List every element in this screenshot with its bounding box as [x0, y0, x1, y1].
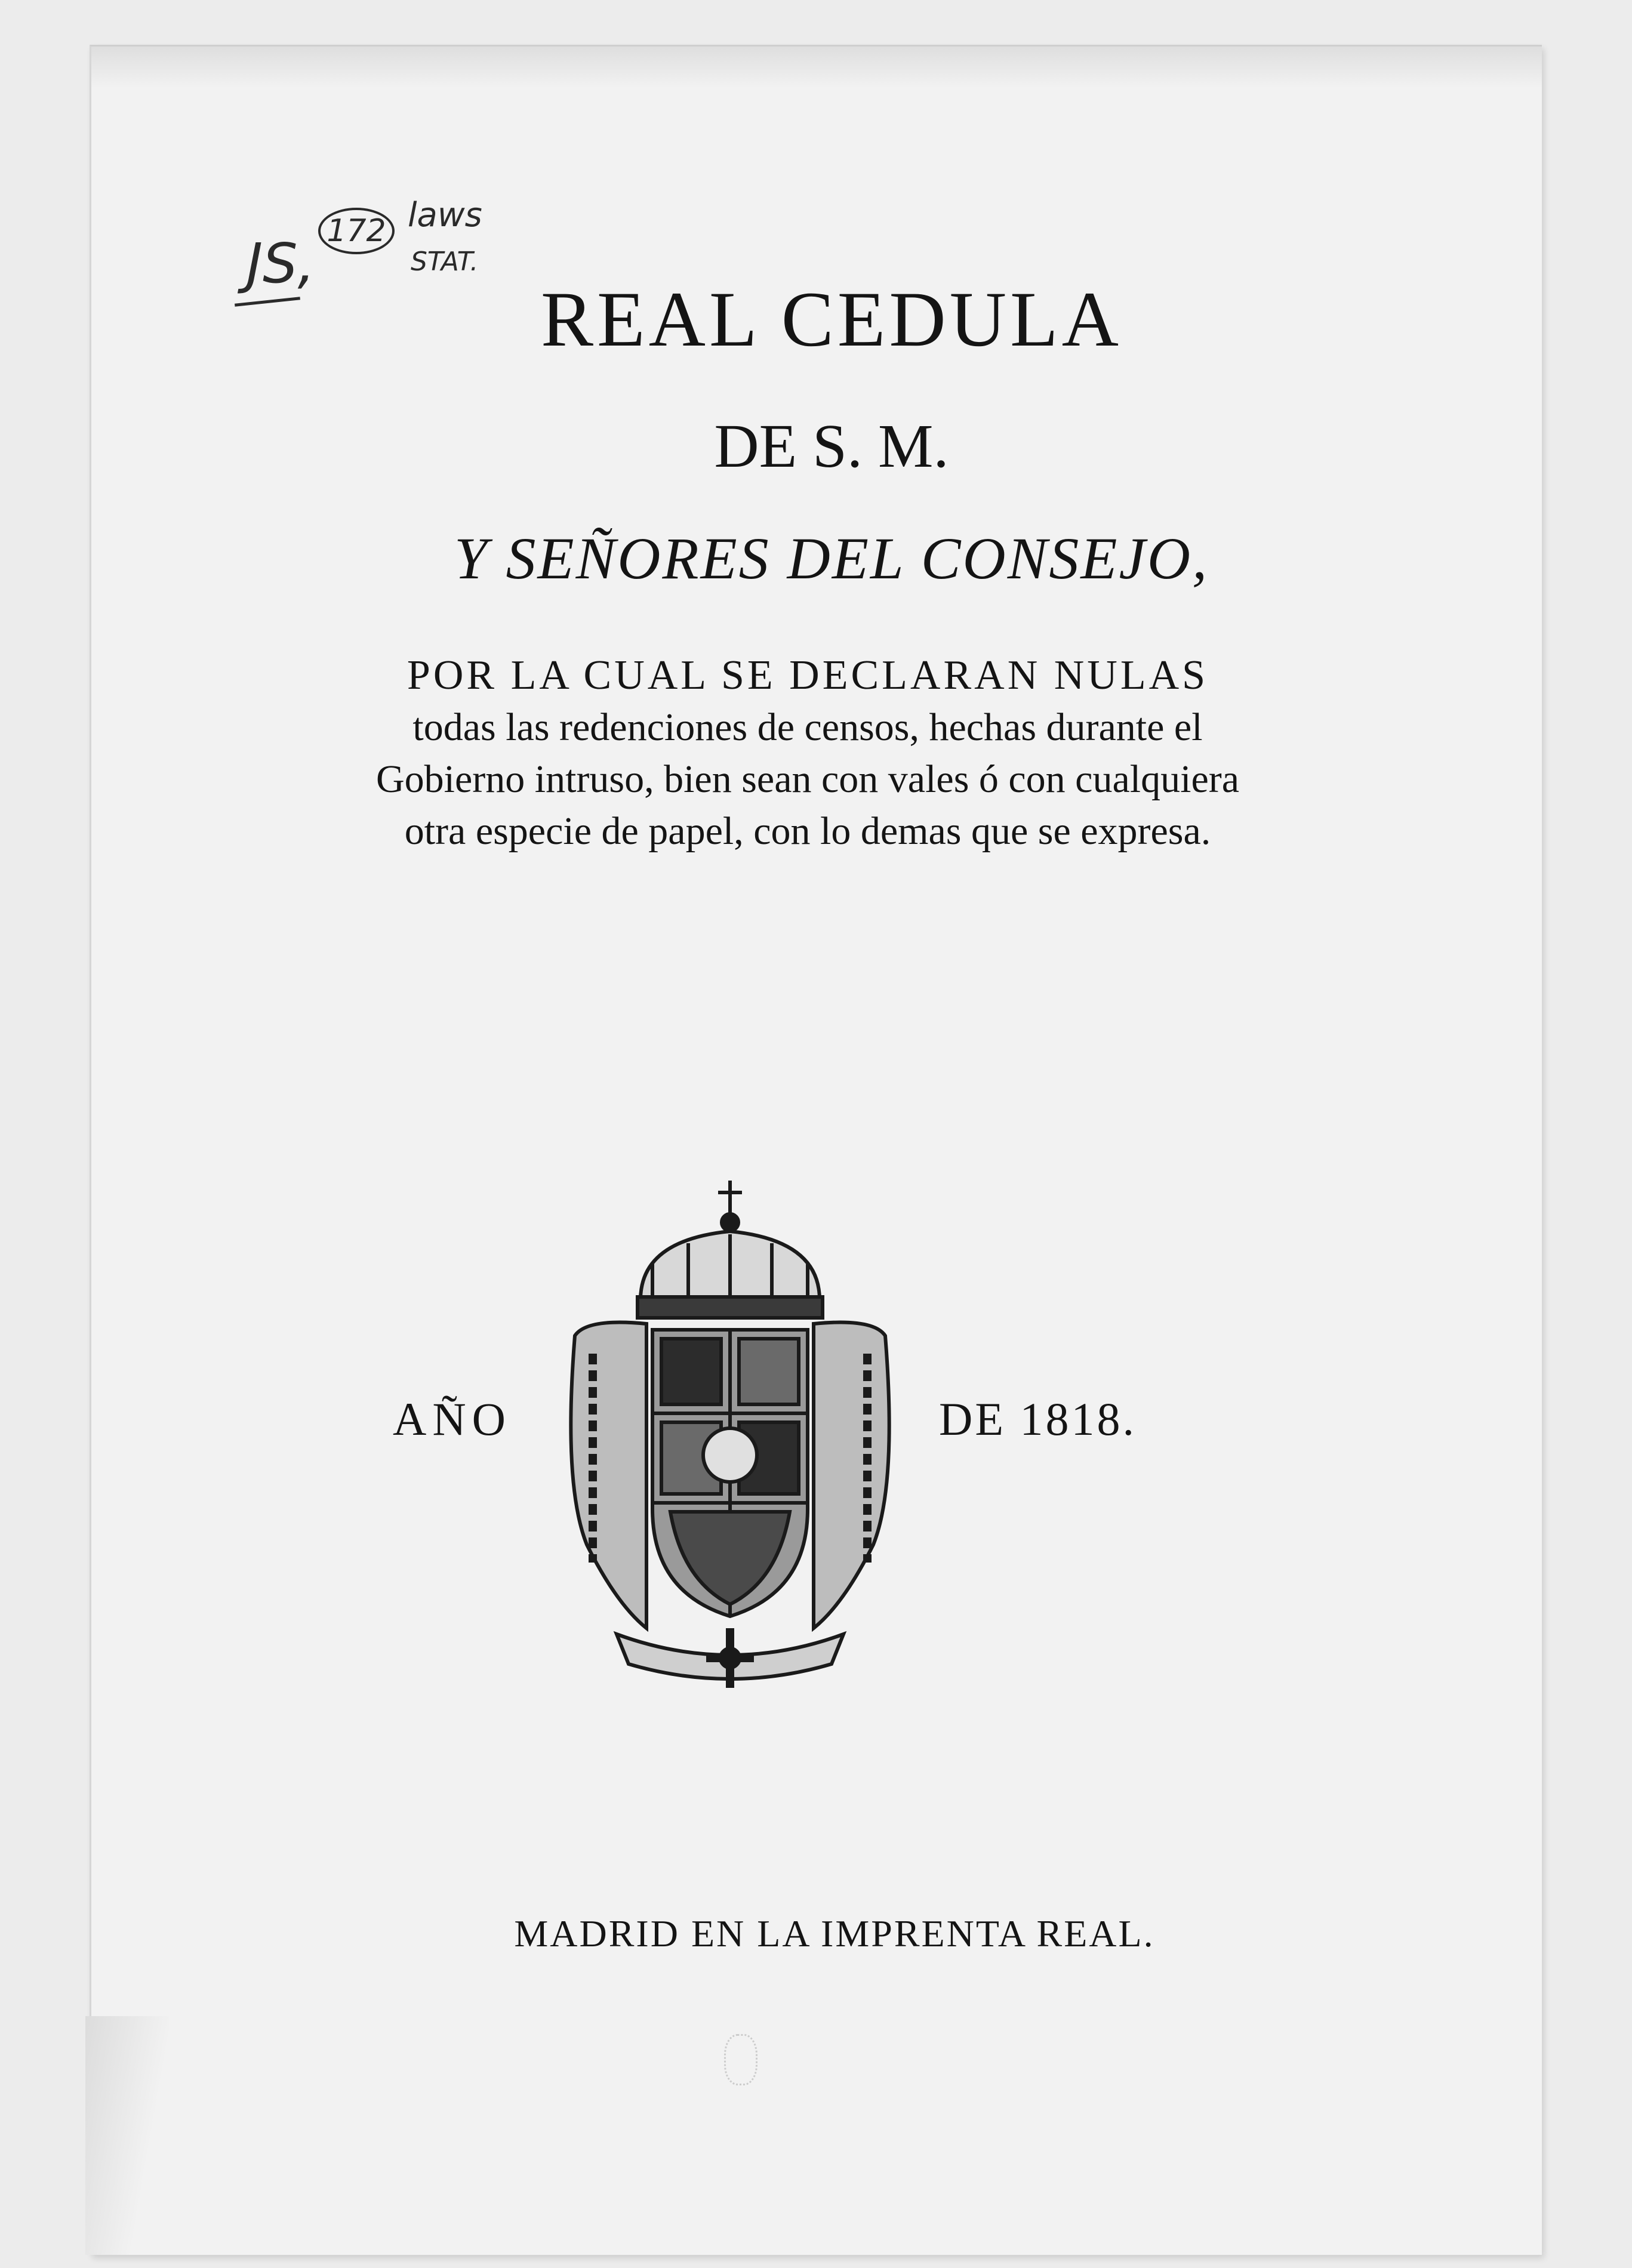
declaration-caps: POR LA CUAL SE DECLARAN NULAS: [407, 652, 1209, 698]
note-stat: STAT.: [411, 246, 479, 277]
year-value: DE 1818.: [939, 1393, 1137, 1445]
document-page: [90, 45, 1542, 2255]
document-title: REAL CEDULA: [540, 275, 1122, 363]
declaration-body: todas las redenciones de censos, hechas durante el Gobierno intruso, bien sean con vales ó con cualquiera otra especie de papel, con lo demas que se expresa.: [375, 705, 1240, 853]
council-line: Y SEÑORES DEL CONSEJO,: [454, 525, 1209, 591]
printer-imprint: MADRID EN LA IMPRENTA REAL.: [514, 1912, 1155, 1955]
year-label: AÑO: [393, 1393, 512, 1445]
catalog-number: 172: [318, 208, 395, 254]
page-edge-shadow: [91, 47, 1542, 88]
coat-of-arms-emblem: [551, 1175, 909, 1700]
declaration-paragraph: [360, 649, 1255, 857]
left-mantle: [571, 1323, 646, 1629]
right-mantle: [814, 1323, 889, 1629]
paper-smudge: [724, 2034, 758, 2085]
document-subtitle: DE S. M.: [714, 412, 949, 480]
torn-corner: [85, 2016, 169, 2255]
shelf-mark: JS,: [247, 232, 315, 295]
note-laws: laws: [408, 196, 482, 235]
